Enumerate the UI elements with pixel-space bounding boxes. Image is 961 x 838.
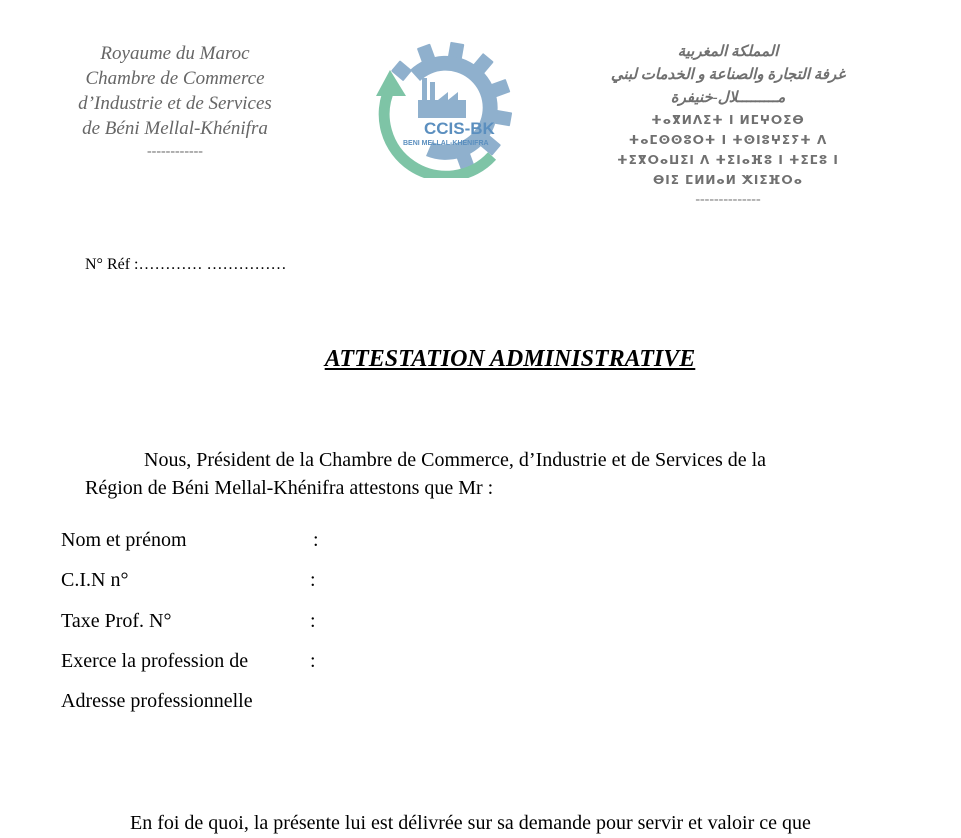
header-right-separator: -------------- (695, 192, 761, 207)
field-colon-taxe: : (310, 610, 316, 632)
field-label-name: Nom et prénom (61, 529, 187, 551)
field-label-profession: Exerce la profession de (61, 650, 249, 672)
header-left-line3: d’Industrie et de Services (78, 93, 272, 114)
logo-name: CCIS-BK (424, 119, 495, 138)
header-left-line2: Chambre de Commerce (85, 68, 265, 89)
factory-icon (418, 78, 466, 118)
intro-line1: Nous, Président de la Chambre de Commerce, d’Industrie et de Services de la (144, 449, 767, 471)
header-right (590, 41, 866, 210)
ccis-bk-logo (362, 38, 518, 178)
header-right-tifinagh3: ⵜⵉⴳⵔⴰⵡⵉⵏ ⴷ ⵜⵉⵏⴰⴼⵓ ⵏ ⵜⵉⵎⵓ ⵏ (617, 153, 839, 167)
field-colon-cin: : (310, 569, 316, 591)
header-right-tifinagh2: ⵜⴰⵎⵙⵙⵓⵔⵜ ⵏ ⵜⵙⵏⵓⵖⵉⵢⵜ ⴷ (628, 133, 828, 147)
logo-subtitle: BENI MELLAL-KHENIFRA (403, 140, 489, 147)
field-colon-name: : (313, 529, 319, 551)
reference-number: N° Réf :………… …………… (85, 256, 287, 273)
header-left-line1: Royaume du Maroc (100, 43, 250, 64)
field-label-cin: C.I.N n° (61, 569, 129, 591)
field-colon-profession: : (310, 650, 316, 672)
field-label-taxe: Taxe Prof. N° (61, 610, 172, 632)
header-right-tifinagh4: ⴱⵏⵉ ⵎⵍⵍⴰⵍ ⵅⵏⵉⴼⵔⴰ (652, 173, 804, 187)
document-title: ATTESTATION ADMINISTRATIVE (324, 346, 696, 372)
header-left-separator: ------------ (147, 144, 203, 159)
header-right-line2: غرفة التجارة والصناعة و الخدمات لبني (610, 67, 846, 83)
closing-text: En foi de quoi, la présente lui est délivrée sur sa demande pour servir et valoir ce que (130, 812, 811, 834)
header-right-tifinagh1: ⵜⴰⴳⵍⴷⵉⵜ ⵏ ⵍⵎⵖⵔⵉⴱ (651, 113, 805, 127)
intro-line2: Région de Béni Mellal-Khénifra attestons que Mr : (85, 477, 494, 499)
field-label-adresse: Adresse professionnelle (61, 690, 253, 712)
header-right-line3: مـــــــــلال-خنيفرة (670, 90, 786, 106)
header-right-line1: المملكة المغربية (677, 44, 779, 60)
header-left (40, 41, 310, 163)
header-left-line4: de Béni Mellal-Khénifra (82, 118, 268, 139)
